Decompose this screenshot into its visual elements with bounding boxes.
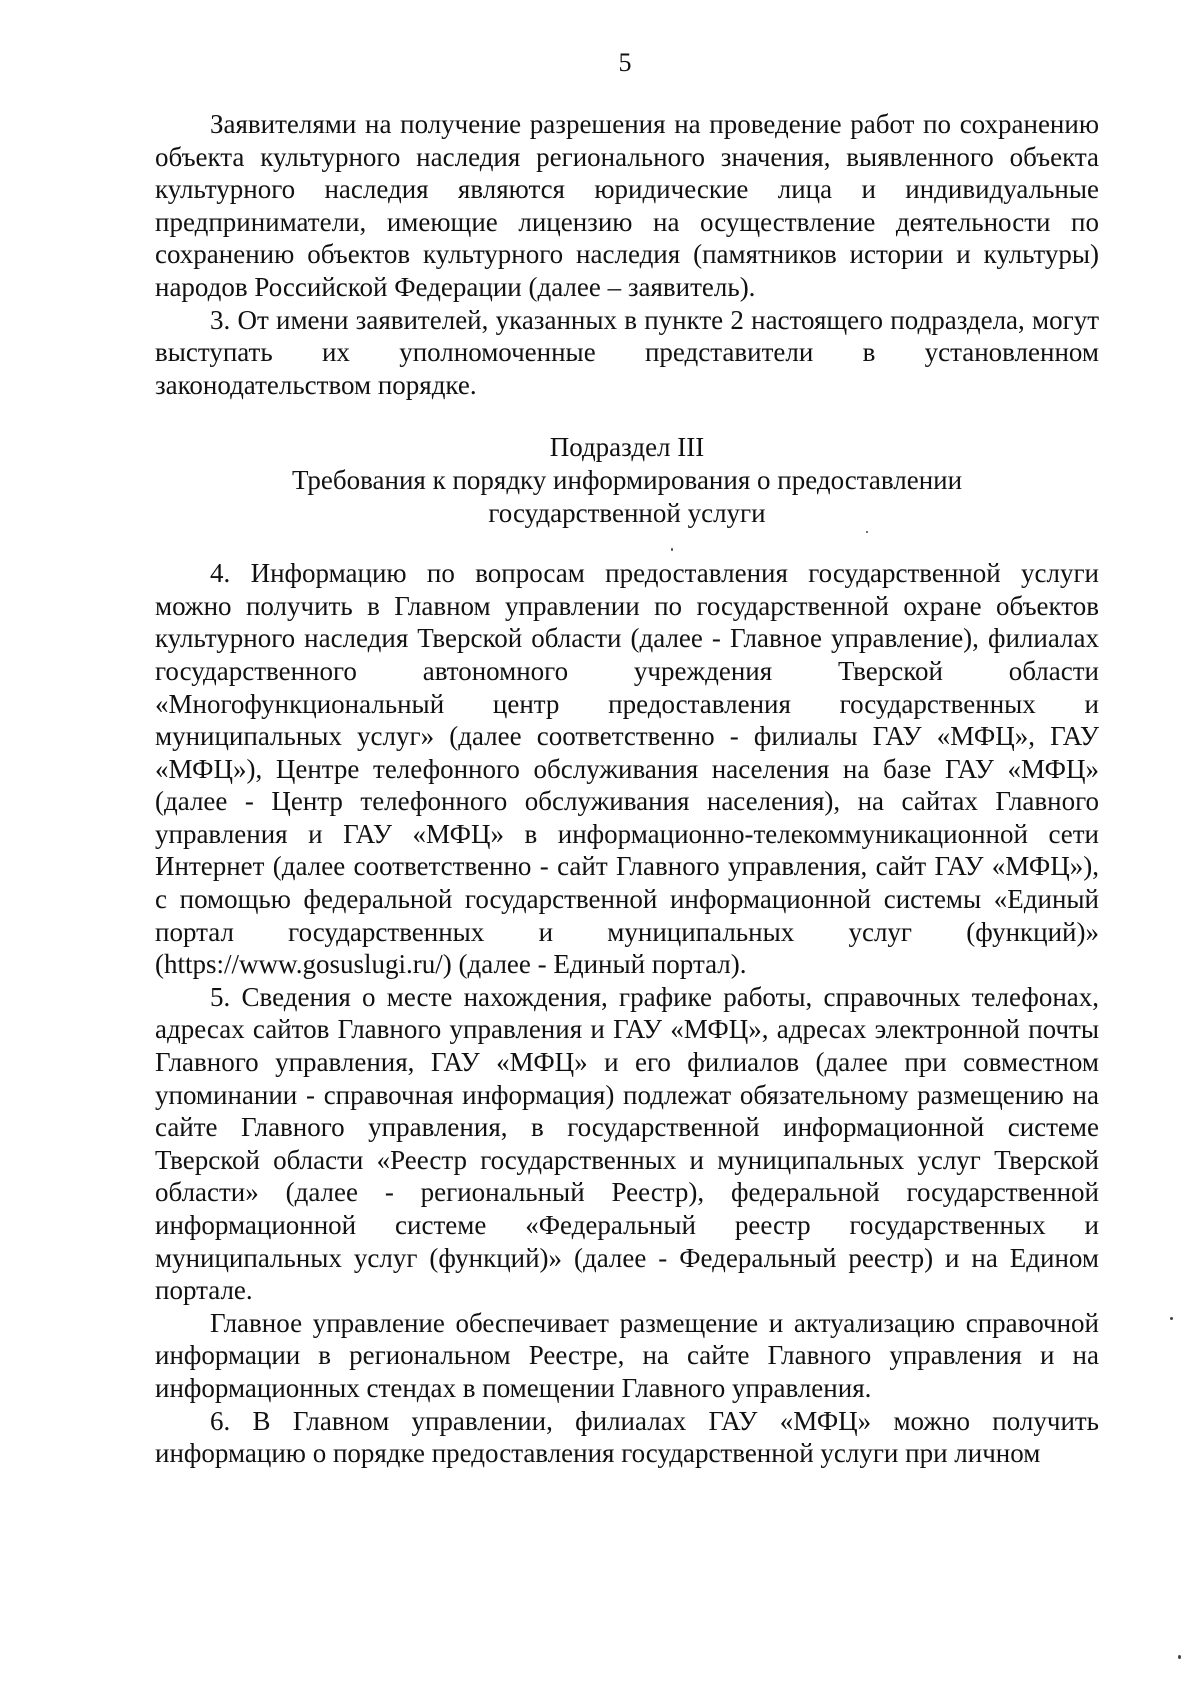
paragraph-3: 3. От имени заявителей, указанных в пункте 2 настоящего подраздела, могут выступать их уполномоченные представители в установленном законодательством порядке.: [155, 304, 1099, 400]
scan-speck: [1170, 1317, 1173, 1320]
document-body: [155, 108, 1099, 1470]
subsection-title-line-2: государственной услуги: [488, 497, 766, 528]
subsection-heading: [155, 431, 1099, 529]
paragraph-5: 5. Сведения о месте нахождения, графике работы, справочных телефонах, адресах сайтов Главного управления и ГАУ «МФЦ», адресах электронной почты Главного управления, ГАУ «МФЦ» и его филиалов (далее при совместном упоминании - справочная информация) подлежат обязательному размещению на сайте Главного управления, в государственной информационной системе Тверской области «Реестр государственных и муниципальных услуг Тверской области» (далее - региональный Реестр), федеральной государственной информационной системе «Федеральный реестр государственных и муниципальных услуг (функций)» (далее - Федеральный реестр) и на Едином портале.: [155, 981, 1099, 1306]
paragraph-6: 6. В Главном управлении, филиалах ГАУ «МФЦ» можно получить информацию о порядке предоставления государственной услуги при личном: [155, 1405, 1099, 1469]
subsection-title-line-1: Требования к порядку информирования о предоставлении: [291, 464, 963, 495]
scan-speck: [866, 531, 868, 533]
scan-speck: [1178, 1655, 1181, 1659]
paragraph-4: 4. Информацию по вопросам предоставления государственной услуги можно получить в Главном управлении по государственной охране объектов культурного наследия Тверской области (далее - Главное управление), филиалах государственного автономного учреждения Тверской области «Многофункциональный центр предоставления государственных и муниципальных услуг» (далее соответственно - филиалы ГАУ «МФЦ», ГАУ «МФЦ»), Центре телефонного обслуживания населения на базе ГАУ «МФЦ» (далее - Центр телефонного обслуживания населения), на сайтах Главного управления и ГАУ «МФЦ» в информационно-телекоммуникационной сети Интернет (далее соответственно - сайт Главного управления, сайт ГАУ «МФЦ»), с помощью федеральной государственной информационной системы «Единый портал государственных и муниципальных услуг (функций)» (https://www.gosuslugi.ru/) (далее - Единый портал).: [155, 558, 1099, 980]
paragraph-applicants: Заявителями на получение разрешения на проведение работ по сохранению объекта культурного наследия регионального значения, выявленного объекта культурного наследия являются юридические лица и индивидуальные предприниматели, имеющие лицензию на осуществление деятельности по сохранению объектов культурного наследия (памятников истории и культуры) народов Российской Федерации (далее – заявитель).: [155, 109, 1099, 302]
subsection-number: Подраздел III: [549, 432, 705, 463]
scan-speck: [671, 548, 673, 551]
page-number: 5: [618, 48, 632, 77]
paragraph-5-continuation: Главное управление обеспечивает размещение и актуализацию справочной информации в региональном Реестре, на сайте Главного управления и на информационных стендах в помещении Главного управления.: [155, 1307, 1099, 1403]
